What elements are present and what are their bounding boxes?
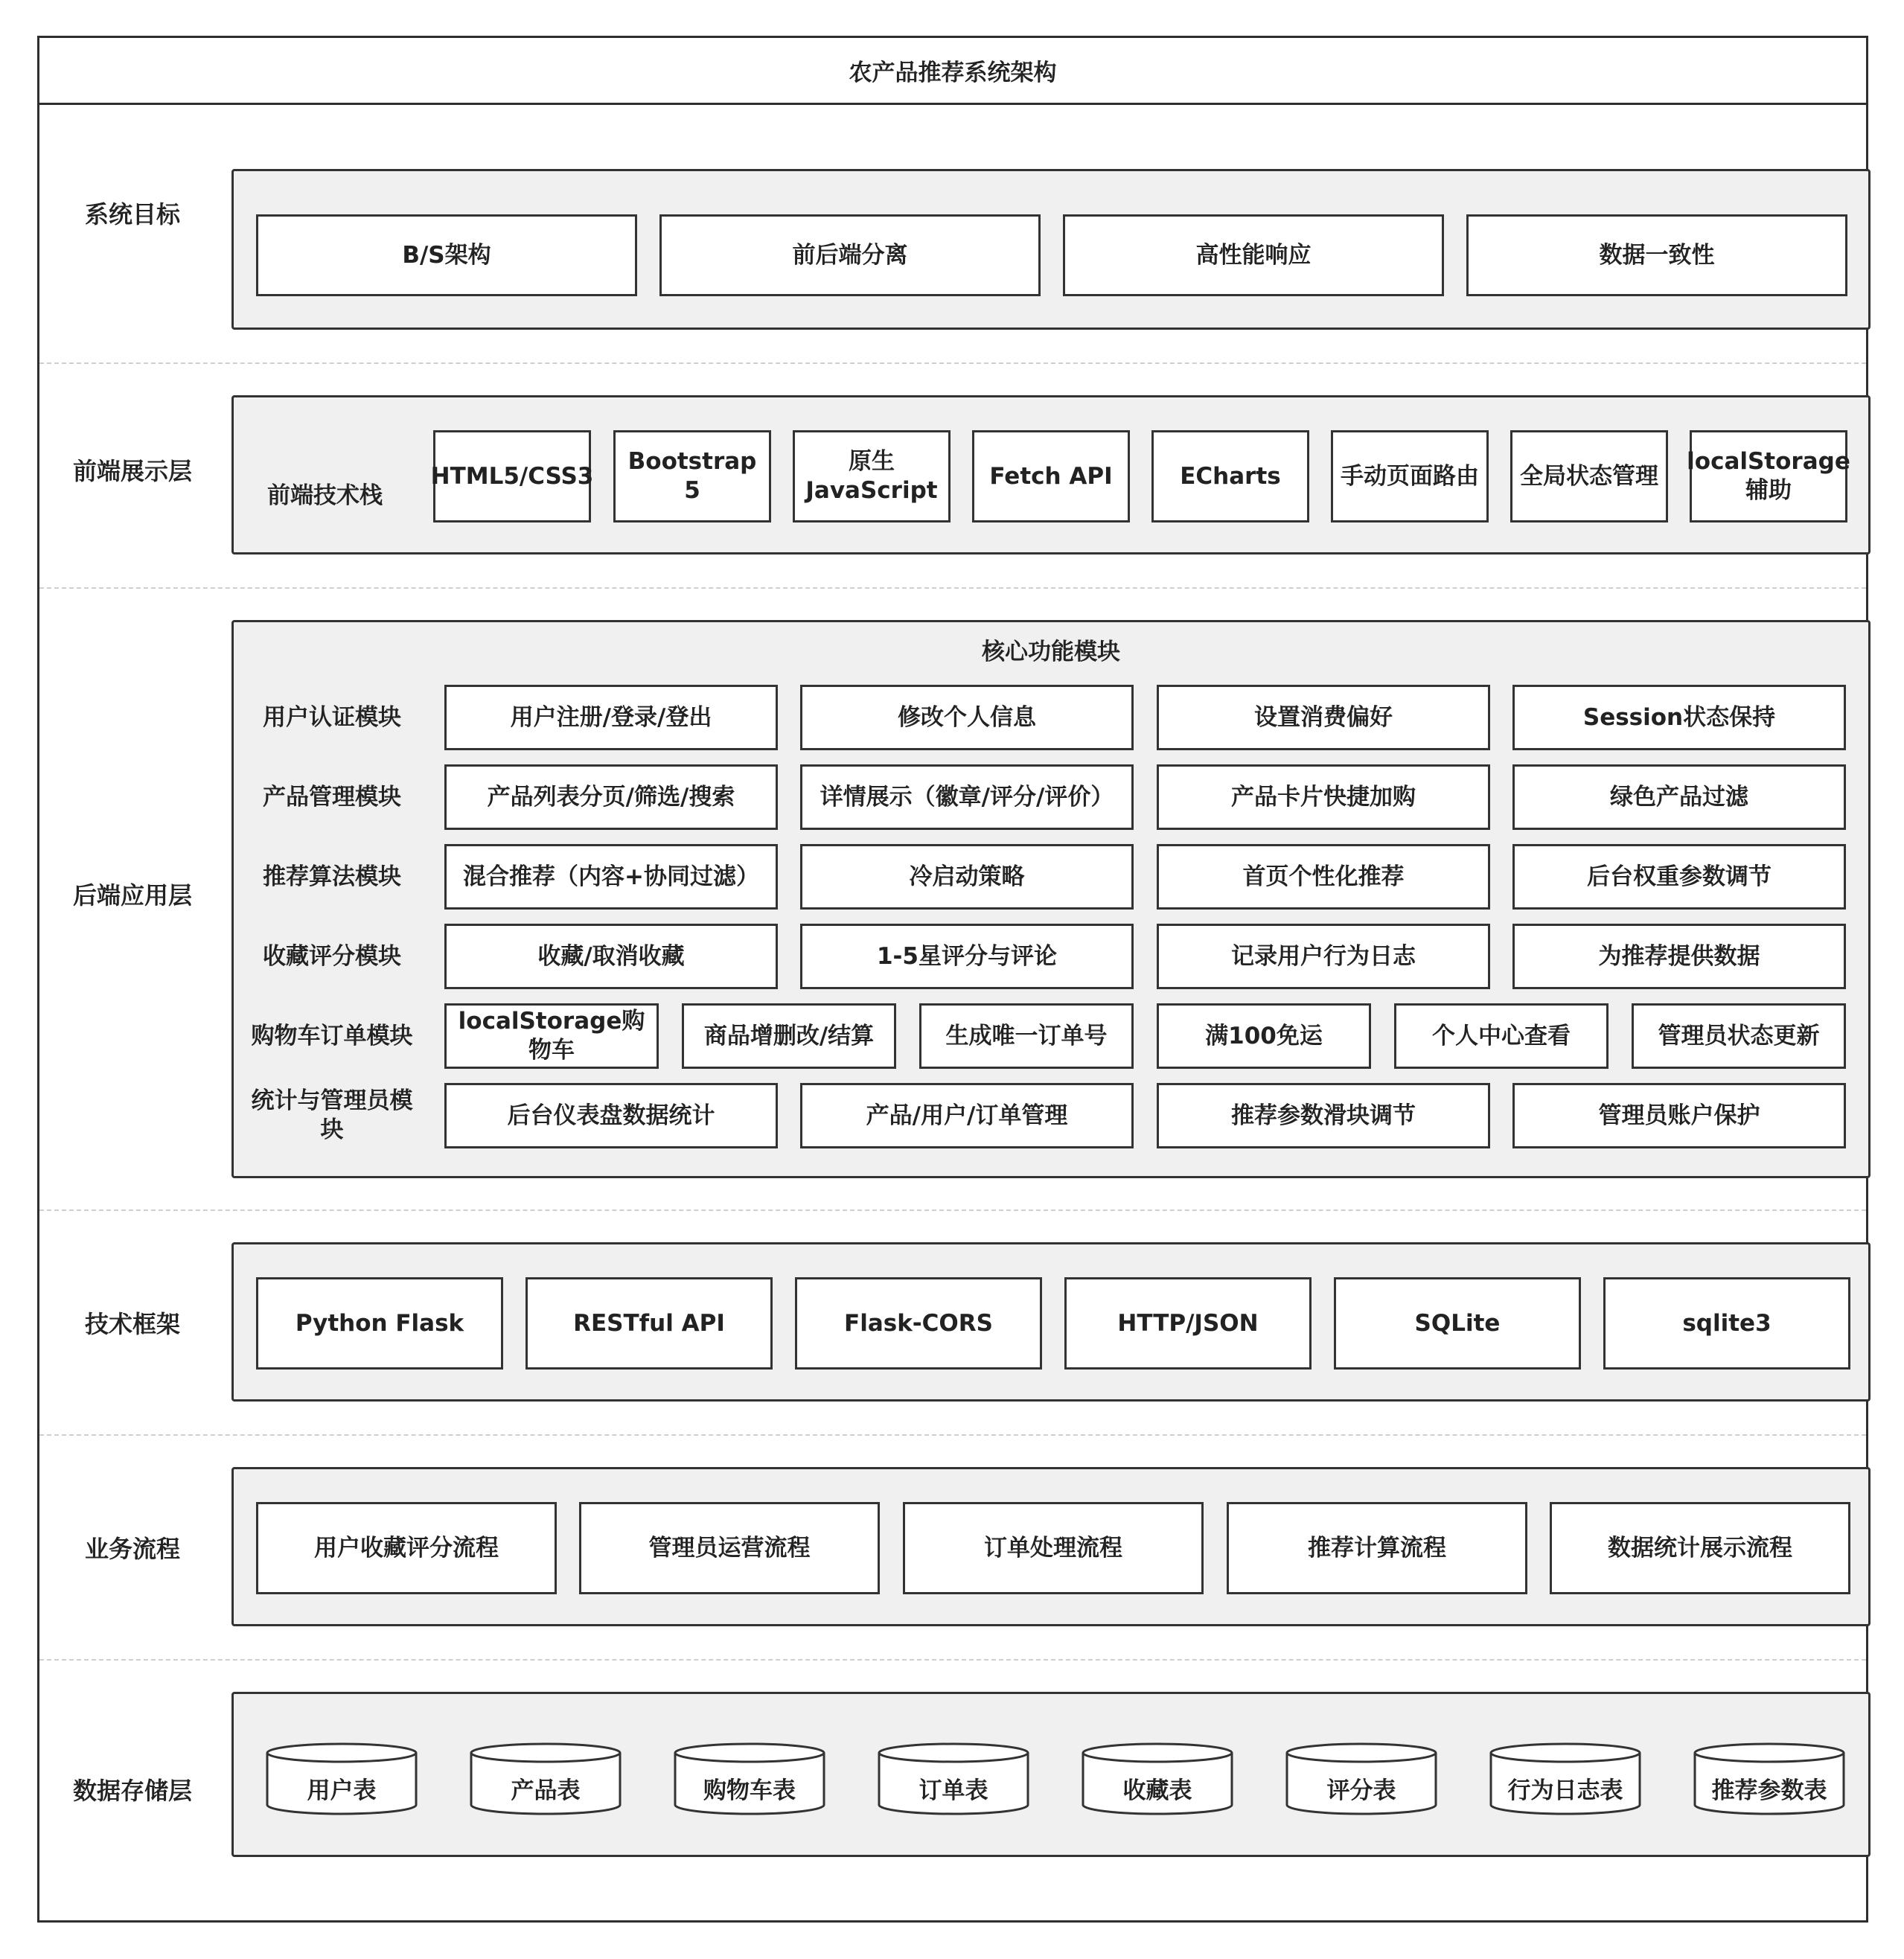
module-item-box: 收藏/取消收藏 [444, 924, 778, 989]
module-item-box: 推荐参数滑块调节 [1157, 1083, 1490, 1148]
frontend-tech-box: 原生JavaScript [793, 430, 951, 522]
tech-box: HTTP/JSON [1064, 1277, 1312, 1370]
module-item-box: 1-5星评分与评论 [800, 924, 1134, 989]
module-item-box: 产品/用户/订单管理 [800, 1083, 1134, 1148]
module-label: 用户认证模块 [263, 703, 401, 731]
database-table-label: 产品表 [511, 1777, 581, 1804]
tech-box: RESTful API [525, 1277, 773, 1370]
database-table-label: 评分表 [1326, 1777, 1396, 1804]
module-label: 推荐算法模块 [263, 863, 401, 890]
frontend-tech-box: 手动页面路由 [1331, 430, 1489, 522]
database-table-cylinder [1489, 1742, 1642, 1816]
module-item-box: 冷启动策略 [800, 844, 1134, 910]
frontend-stack-label: 前端技术栈 [267, 482, 383, 509]
module-item-box: localStorage购物车 [444, 1003, 659, 1069]
layer-label-goals: 系统目标 [84, 200, 180, 229]
module-item-box: 绿色产品过滤 [1512, 764, 1846, 830]
flow-panel [231, 1467, 1871, 1626]
module-item-box: 管理员状态更新 [1632, 1003, 1846, 1069]
database-table-label: 订单表 [919, 1777, 988, 1804]
layer-divider [39, 587, 1866, 589]
module-item-box: 修改个人信息 [800, 685, 1134, 750]
module-item-box: 为推荐提供数据 [1512, 924, 1846, 989]
flow-box: 数据统计展示流程 [1550, 1502, 1850, 1594]
flow-box: 管理员运营流程 [579, 1502, 880, 1594]
module-item-box: 记录用户行为日志 [1157, 924, 1490, 989]
goals-panel [231, 169, 1871, 330]
module-item-box: 产品卡片快捷加购 [1157, 764, 1490, 830]
module-item-box: 用户注册/登录/登出 [444, 685, 778, 750]
module-item-box: 个人中心查看 [1394, 1003, 1609, 1069]
tech-box: Flask-CORS [795, 1277, 1042, 1370]
module-item-box: 商品增删改/结算 [682, 1003, 896, 1069]
module-label: 购物车订单模块 [251, 1022, 413, 1049]
frontend-tech-box: Fetch API [972, 430, 1130, 522]
layer-label-flow: 业务流程 [84, 1535, 180, 1563]
module-item-box: 设置消费偏好 [1157, 685, 1490, 750]
frontend-tech-box: localStorage辅助 [1690, 430, 1847, 522]
module-label: 统计与管理员模块 [251, 1087, 413, 1143]
database-table-cylinder [1285, 1742, 1438, 1816]
module-label: 产品管理模块 [263, 783, 401, 811]
module-item-box: 首页个性化推荐 [1157, 844, 1490, 910]
layer-divider [39, 1434, 1866, 1436]
tech-box: sqlite3 [1603, 1277, 1850, 1370]
tech-box: Python Flask [256, 1277, 503, 1370]
frontend-tech-box: 全局状态管理 [1510, 430, 1668, 522]
database-table-cylinder [1693, 1742, 1846, 1816]
module-item-box: Session状态保持 [1512, 685, 1846, 750]
backend-panel [231, 620, 1871, 1178]
frontend-panel [231, 395, 1871, 555]
storage-panel [231, 1692, 1871, 1857]
tech-box: SQLite [1334, 1277, 1581, 1370]
module-item-box: 后台仪表盘数据统计 [444, 1083, 778, 1148]
layer-label-storage: 数据存储层 [72, 1777, 192, 1805]
module-item-box: 生成唯一订单号 [919, 1003, 1134, 1069]
module-item-box: 后台权重参数调节 [1512, 844, 1846, 910]
layer-divider [39, 362, 1866, 364]
module-label: 收藏评分模块 [263, 942, 401, 970]
database-table-label: 收藏表 [1122, 1777, 1192, 1804]
flow-box: 推荐计算流程 [1227, 1502, 1527, 1594]
module-item-box: 满100免运 [1157, 1003, 1371, 1069]
database-table-cylinder [1081, 1742, 1234, 1816]
database-table-label: 用户表 [307, 1777, 377, 1804]
frontend-tech-box: HTML5/CSS3 [433, 430, 591, 522]
flow-box: 用户收藏评分流程 [256, 1502, 557, 1594]
layer-divider [39, 1209, 1866, 1211]
flow-box: 订单处理流程 [903, 1502, 1204, 1594]
goal-box: 前后端分离 [659, 214, 1041, 296]
database-table-cylinder [877, 1742, 1030, 1816]
layer-label-tech: 技术框架 [84, 1310, 180, 1338]
frontend-tech-box: ECharts [1151, 430, 1309, 522]
database-table-label: 推荐参数表 [1711, 1777, 1827, 1804]
database-table-cylinder [673, 1742, 826, 1816]
database-table-cylinder [469, 1742, 622, 1816]
module-item-box: 管理员账户保护 [1512, 1083, 1846, 1148]
module-item-box: 混合推荐（内容+协同过滤） [444, 844, 778, 910]
layer-divider [39, 1659, 1866, 1661]
core-modules-title: 核心功能模块 [982, 639, 1120, 665]
database-table-label: 购物车表 [703, 1777, 796, 1804]
database-table-label: 行为日志表 [1507, 1777, 1623, 1804]
database-table-cylinder [265, 1742, 418, 1816]
layer-label-backend: 后端应用层 [72, 881, 192, 910]
module-item-box: 产品列表分页/筛选/搜索 [444, 764, 778, 830]
goal-box: 高性能响应 [1063, 214, 1444, 296]
architecture-diagram [37, 36, 1868, 1923]
layer-label-frontend: 前端展示层 [72, 457, 192, 485]
diagram-title: 农产品推荐系统架构 [39, 38, 1866, 105]
tech-panel [231, 1242, 1871, 1402]
goal-box: B/S架构 [256, 214, 637, 296]
goal-box: 数据一致性 [1466, 214, 1847, 296]
frontend-tech-box: Bootstrap 5 [613, 430, 771, 522]
module-item-box: 详情展示（徽章/评分/评价） [800, 764, 1134, 830]
